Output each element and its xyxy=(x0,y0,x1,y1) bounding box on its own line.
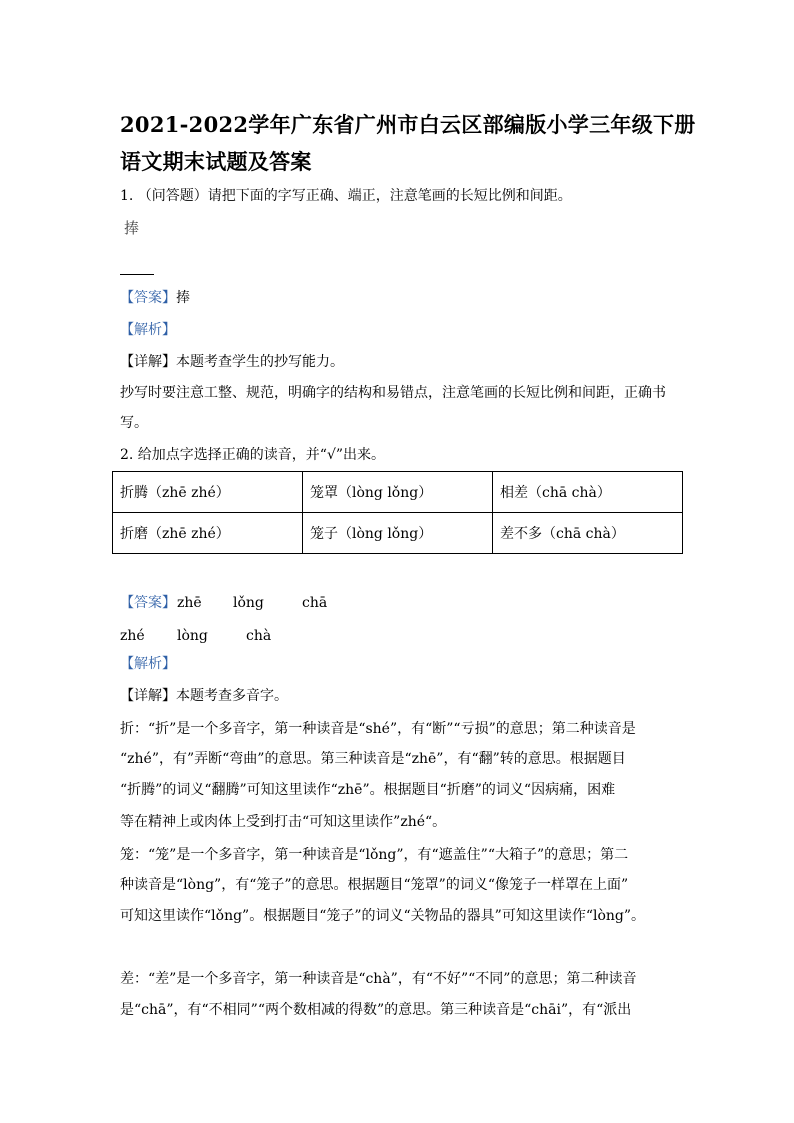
q2-para-cha-line-2: 是“chā”，有“不相同”“两个数相减的得数”的意思。第三种读音是“chāi”，有“派出 xyxy=(120,1002,632,1018)
q1-answer-tag: 【答案】 xyxy=(120,290,176,306)
q2-answer-1-3: chā xyxy=(302,595,328,611)
q2-answer-tag: 【答案】 xyxy=(120,595,176,611)
q2-answer-row-1 xyxy=(120,593,176,613)
q2-para-zhe-line-4: 等在精神上或肉体上受到打击“可知这里读作”zhé“。 xyxy=(120,814,447,830)
q1-answer-text: 捧 xyxy=(176,290,190,306)
q1-answer xyxy=(120,288,190,308)
q1-analysis-tag: 【解析】 xyxy=(120,322,176,338)
q2-detail: 【详解】本题考查多音字。 xyxy=(120,688,288,704)
q1-answer-underline xyxy=(120,274,154,275)
table-row xyxy=(113,513,683,554)
table-row xyxy=(113,472,683,513)
q1-detail: 【详解】本题考查学生的抄写能力。 xyxy=(120,354,344,370)
document-title-line-1: 2021-2022学年广东省广州市白云区部编版小学三年级下册 xyxy=(120,112,696,137)
q2-prompt: 2. 给加点字选择正确的读音，并“√”出来。 xyxy=(120,447,386,463)
q2-para-long-line-1: 笼：“笼”是一个多音字，第一种读音是“lǒng”，有“遮盖住”“大箱子”的意思；第二 xyxy=(120,847,629,863)
q1-practice-character: 捧 xyxy=(124,219,140,237)
table-cell: 折磨（zhē zhé） xyxy=(113,513,303,554)
q2-para-zhe-line-3: “折腾”的词义“翻腾”可知这里读作“zhē”。根据题目“折磨”的词义“因病痛，困难 xyxy=(120,782,616,798)
table-cell: 折腾（zhē zhé） xyxy=(113,472,303,513)
q2-answer-2-1: zhé xyxy=(120,628,145,644)
q2-answer-1-1: zhē xyxy=(177,595,202,611)
q2-para-cha-line-1: 差：“差”是一个多音字，第一种读音是“chà”，有“不好”“不同”的意思；第二种读音 xyxy=(120,971,637,987)
q2-para-zhe-line-2: “zhé”，有”弄断“弯曲”的意思。第三种读音是“zhē”，有“翻”转的意思。根据题目 xyxy=(120,751,626,767)
table-cell: 笼子（lòng lǒng） xyxy=(303,513,493,554)
table-cell: 笼罩（lòng lǒng） xyxy=(303,472,493,513)
q2-pinyin-table xyxy=(112,471,683,554)
document-title-line-2: 语文期末试题及答案 xyxy=(120,149,312,174)
q2-answer-1-2: lǒng xyxy=(233,595,264,611)
q2-analysis-tag: 【解析】 xyxy=(120,656,176,672)
q2-answer-2-3: chà xyxy=(246,628,272,644)
q2-para-zhe-line-1: 折：“折”是一个多音字，第一种读音是“shé”，有“断”“亏损”的意思；第二种读音是 xyxy=(120,721,636,737)
q2-answer-2-2: lòng xyxy=(177,628,208,644)
q1-prompt: 1. （问答题）请把下面的字写正确、端正，注意笔画的长短比例和间距。 xyxy=(120,188,572,204)
q2-para-long-line-3: 可知这里读作“lǒng”。根据题目“笼子”的词义“关物品的器具”可知这里读作“lòng”。 xyxy=(120,908,646,924)
q1-detail-line-1: 抄写时要注意工整、规范，明确字的结构和易错点，注意笔画的长短比例和间距，正确书 xyxy=(120,385,666,401)
q2-para-long-line-2: 种读音是“lòng”，有“笼子”的意思。根据题目“笼罩”的词义“像笼子一样罩在上面” xyxy=(120,877,629,893)
table-cell: 差不多（chā chà） xyxy=(493,513,683,554)
q1-detail-line-2: 写。 xyxy=(120,415,148,431)
table-cell: 相差（chā chà） xyxy=(493,472,683,513)
